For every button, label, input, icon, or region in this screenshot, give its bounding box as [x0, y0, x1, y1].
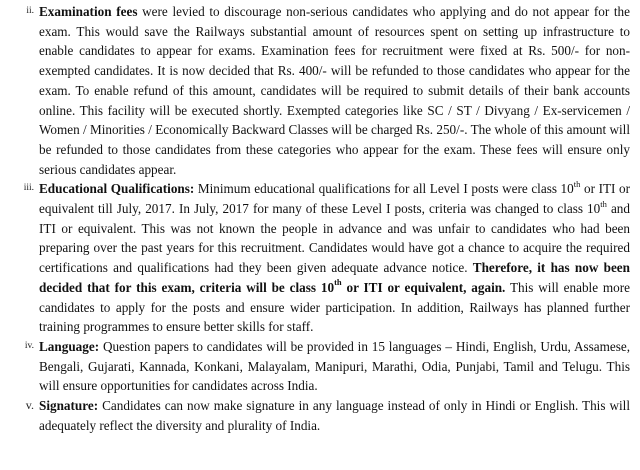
- item-numeral: v.: [25, 398, 34, 413]
- item-text: Minimum educational qualifications for all Level I posts were class 10: [194, 181, 574, 197]
- item-heading: Educational Qualifications:: [39, 181, 195, 197]
- superscript: [334, 277, 342, 287]
- list-item-signature: [8, 396, 630, 435]
- item-text: or ITI or equivalent till July, 2017. In July, 2017 for many of these Level I posts, criteria was changed to class 10: [39, 181, 630, 217]
- item-text: This will enable more candidates to apply for the posts and ensure wider participation. In addition, Railways has planned further training programmes to ensure better skills for staff.: [39, 279, 631, 335]
- item-text: and ITI or equivalent. This was not known the people in advance and was unfair to candidates who had been preparing over the past years for this recruitment. Candidates would have got a chance to acquire the required certifications and qualifications had they been given adequate advance notice.: [39, 201, 630, 276]
- item-numeral: iv.: [24, 340, 34, 351]
- list-item-examination-fees: [8, 2, 630, 179]
- item-heading: Signature:: [39, 398, 99, 414]
- superscript: th: [600, 198, 607, 209]
- item-numeral: ii.: [26, 6, 34, 16]
- item-numeral: iii.: [23, 183, 34, 194]
- item-text: Question papers to candidates will be provided in 15 languages – Hindi, English, Urdu, Assamese, Bengali, Gujarati, Kannada, Konkani, Malayalam, Manipuri, Marathi, Odia, Punjabi, Tamil and Telugu. This will ensure opportunities for candidates across India.: [39, 338, 630, 394]
- item-text: were levied to discourage non-serious candidates who applying and do not appear for the exam. This would save the Railways substantial amount of resources spent on setting up infrastructure to enable candidates to appear for exams. Examination fees for recruitment were fixed at Rs. 500/- for non-exempted candidates. It is now decided that Rs. 400/- will be refunded to those candidates who appear for the exam. To enable refund of this amount, candidates will be required to submit details of their bank accounts online. This facility will be executed shortly. Exempted categories like SC / ST / Divyang / Ex-servicemen / Women / Minorities / Economically Backward Classes will be charged Rs. 250/-. The whole of this amount will be refunded to those candidates from these categories who appear for the exam. These fees will ensure only serious candidates appear.: [39, 4, 630, 177]
- superscript-bold: th: [334, 277, 342, 288]
- bold-statement: or ITI or equivalent, again.: [341, 279, 506, 295]
- bold-statement: Therefore, it has now been decided that for this exam, criteria will be class 10: [39, 260, 630, 295]
- item-text: Candidates can now make signature in any language instead of only in Hindi or English. This will adequately reflect the diversity and plurality of India.: [39, 398, 630, 433]
- superscript: th: [573, 178, 581, 189]
- list-item-language: [8, 337, 630, 396]
- item-heading: Examination fees: [39, 4, 138, 19]
- item-heading: Language:: [39, 338, 100, 354]
- list-item-educational-qualifications: [8, 179, 630, 337]
